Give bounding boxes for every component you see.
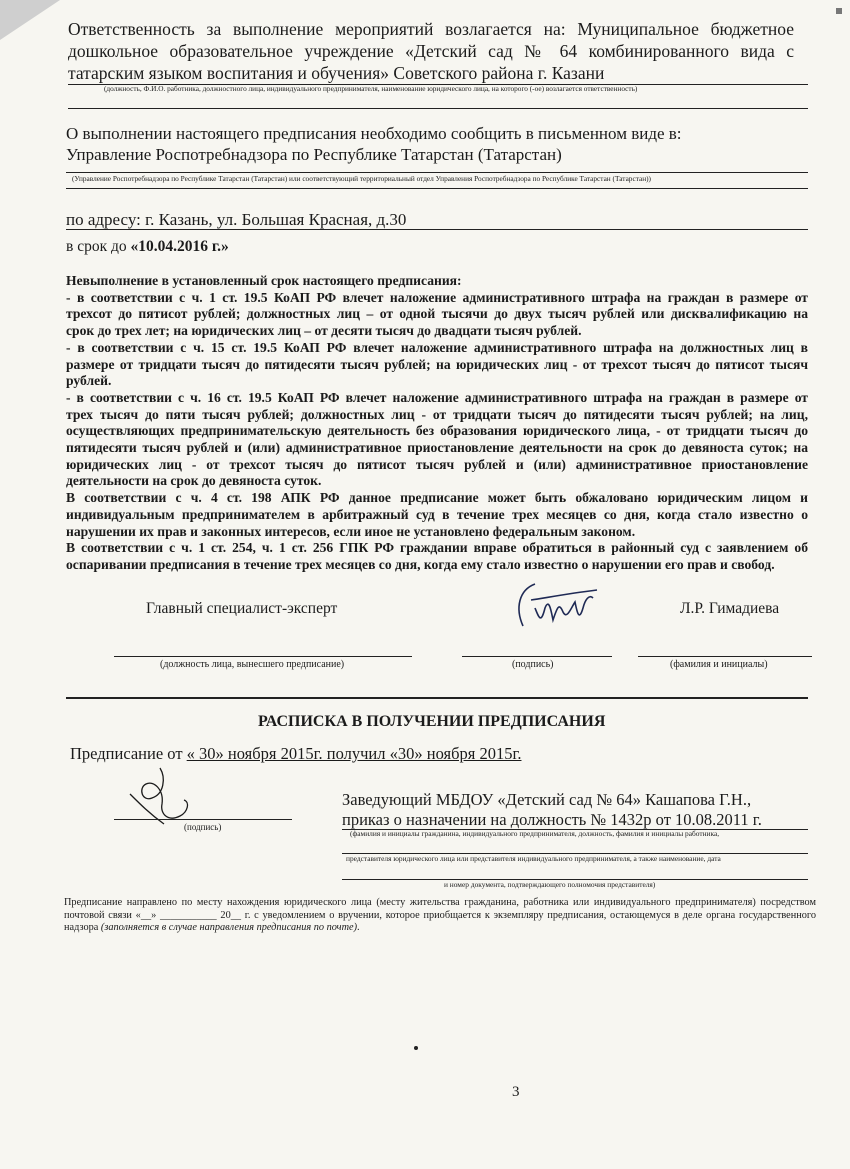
report-deadline [66, 238, 229, 256]
receipt-caption-2: представителя юридического лица или представителя индивидуального предпринимателя, а также наименование, дата [346, 854, 721, 863]
receipt-caption-3: и номер документа, подтверждающего полномочия представителя) [444, 880, 656, 889]
notice-line: деятельности на срок до девяноста суток. [66, 473, 322, 489]
notice-line: - в соответствии с ч. 16 ст. 19.5 КоАП РФ влечет наложение административного штрафа на граждан в размере от [66, 389, 808, 405]
underline [114, 819, 292, 820]
notice-line: пятидесяти тысяч рублей и (или) административное приостановление деятельности на срок до девяноста суток; на [66, 440, 808, 456]
penalty-notice [66, 273, 808, 574]
caption-name: (фамилия и инициалы) [670, 659, 768, 670]
page-number: 3 [512, 1084, 520, 1100]
underline [114, 656, 412, 657]
mailing-note-italic: (заполняется в случае направления предписания по почте) [100, 922, 358, 934]
caption-signature: (подпись) [512, 659, 554, 670]
notice-line: В соответствии с ч. 1 ст. 254, ч. 1 ст. 256 ГПК РФ граждании вправе обратиться в районный суд с заявлением об [66, 540, 808, 556]
responsibility-line-2: дошкольное образовательное учреждение «Детский сад № 64 комбинированного вида с [68, 41, 794, 61]
receipt-dates: « 30» ноября 2015г. получил «30» ноября 2015г. [186, 744, 522, 763]
report-caption: (Управление Роспотребнадзора по Республике Татарстан (Татарстан) или соответствующий территориальный отдел Управления Роспотребнадзора по Республике Татарстан (Татарстан)) [72, 174, 651, 183]
speck [414, 1046, 418, 1050]
underline [68, 108, 808, 109]
deadline-prefix: в срок до [66, 238, 131, 255]
inspector-signature [505, 578, 600, 638]
report-address: по адресу: г. Казань, ул. Большая Красная, д.30 [66, 210, 407, 229]
signatory-position: Главный специалист-эксперт [146, 600, 338, 617]
responsibility-line-3: татарским языком воспитания и обучения» Советского района г. Казани [68, 63, 605, 83]
notice-line: индивидуальным предпринимателем в арбитражный суд в течение трех месяцев со дня, когда стало известно о [66, 506, 808, 522]
responsibility-line-1: Ответственность за выполнение мероприятий возлагается на: Муниципальное бюджетное [68, 19, 794, 39]
section-divider [66, 697, 808, 699]
underline [66, 188, 808, 189]
report-line-1: О выполнении настоящего предписания необходимо сообщить в письменном виде в: [66, 124, 682, 143]
notice-line: В соответствии с ч. 4 ст. 198 АПК РФ данное предписание может быть обжаловано юридическим лицом и [66, 490, 808, 506]
notice-line: осуществляющих предпринимательскую деятельность без образования юридического лица, - от тридцати тысяч до [66, 423, 808, 439]
notice-line: трехсот до пятисот рублей; должностных лиц – от одной тысячи до двух тысяч рублей или дисквалификацию на [66, 306, 808, 322]
notice-line: трех тысяч до пяти тысяч рублей; должностных лиц - от тридцати тысяч до пятидесяти тысяч рублей; на лиц, [66, 406, 808, 422]
mailing-note [64, 897, 816, 935]
responsibility-caption: (должность, Ф.И.О. работника, должностного лица, индивидуального предпринимателя, наименование юридического лица, на которого (-ое) возлагается ответственность) [104, 84, 638, 93]
receipt-caption-1: (фамилия и инициалы гражданина, индивидуального предпринимателя, должность, фамилия и инициалы работника, [350, 829, 720, 838]
deadline-date: «10.04.2016 г.» [130, 238, 229, 255]
caption-position: (должность лица, вынесшего предписание) [160, 659, 345, 670]
receipt-caption-signature: (подпись) [184, 822, 222, 832]
notice-line: юридических лиц - от трехсот тысяч до пятисот тысяч рублей и (или) административное приостановление [66, 456, 808, 472]
scan-corner [0, 0, 60, 40]
receipt-prefix: Предписание от [70, 744, 187, 763]
underline [66, 172, 808, 173]
underline [462, 656, 612, 657]
mailing-note-end: . [357, 922, 360, 934]
notice-line: Невыполнение в установленный срок настоящего предписания: [66, 273, 462, 288]
recipient-line-2: приказ о назначении на должность № 1432р от 10.08.2011 г. [342, 810, 762, 829]
notice-line: нарушении их прав и законных интересов, если иное не установлено федеральным законом. [66, 523, 636, 539]
receipt-title: РАСПИСКА В ПОЛУЧЕНИИ ПРЕДПИСАНИЯ [258, 713, 606, 730]
report-authority: Управление Роспотребнадзора по Республике Татарстан (Татарстан) [66, 145, 562, 164]
notice-line: срок до трех лет; на юридических лиц – от десяти тысяч до двадцати тысяч рублей. [66, 323, 582, 339]
scan-mark [836, 8, 842, 14]
responsibility-text [68, 18, 794, 84]
receipt-line [70, 744, 521, 764]
notice-line: размере от тридцати тысяч до пятидесяти тысяч рублей; на юридических лиц - от трехсот тысяч до пятисот тысяч [66, 356, 808, 372]
underline [638, 656, 812, 657]
signatory-name: Л.Р. Гимадиева [680, 600, 780, 617]
notice-line: оспаривании предписания в течение трех месяцев со дня, когда ему стало известно о нарушении его прав и свобод. [66, 556, 775, 572]
notice-line: рублей. [66, 373, 112, 389]
underline [66, 229, 808, 230]
mailing-note-text: Предписание направлено по месту нахождения юридического лица (месту жительства гражданина, работника или индивидуального предпринимателя) посредством почтовой связи «__» ___________ 20__ г. с уведомлением о вручении, которое приобщается к экземпляру предписания, остающемуся в деле органа государственного надзора [64, 897, 816, 934]
recipient-line-1: Заведующий МБДОУ «Детский сад № 64» Кашапова Г.Н., [342, 790, 752, 809]
notice-line: - в соответствии с ч. 1 ст. 19.5 КоАП РФ влечет наложение административного штрафа на граждан в размере от [66, 289, 808, 305]
notice-line: - в соответствии с ч. 15 ст. 19.5 КоАП РФ влечет наложение административного штрафа на должностных лиц в [66, 339, 808, 355]
